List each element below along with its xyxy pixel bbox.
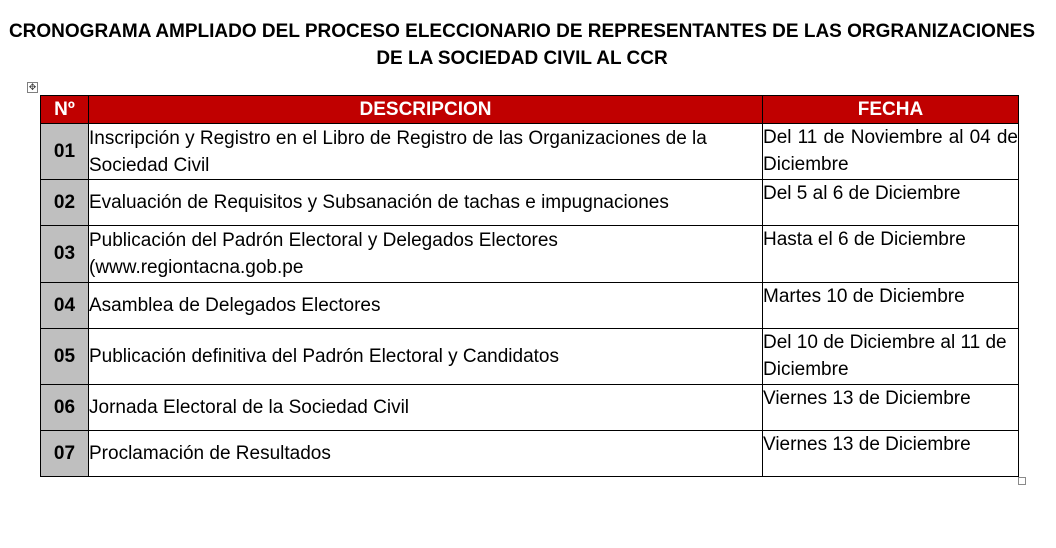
row-date-cell[interactable]: Del 10 de Diciembre al 11 de Diciembre bbox=[763, 329, 1019, 385]
row-description-cell[interactable]: Publicación del Padrón Electoral y Delegados Electores (www.regiontacna.gob.pe bbox=[89, 226, 763, 283]
row-date-cell[interactable]: Viernes 13 de Diciembre bbox=[763, 431, 1019, 477]
row-date-cell[interactable]: Del 11 de Noviembre al 04 de Diciembre bbox=[763, 124, 1019, 180]
row-description-cell[interactable]: Asamblea de Delegados Electores bbox=[89, 283, 763, 329]
table-row bbox=[41, 329, 1019, 385]
table-move-handle-icon[interactable]: ✥ bbox=[28, 82, 37, 92]
row-description-cell[interactable]: Jornada Electoral de la Sociedad Civil bbox=[89, 385, 763, 431]
row-description-cell[interactable]: Proclamación de Resultados bbox=[89, 431, 763, 477]
row-number-cell[interactable]: 05 bbox=[41, 329, 89, 385]
row-number-cell[interactable]: 06 bbox=[41, 385, 89, 431]
title-line-2: DE LA SOCIEDAD CIVIL AL CCR bbox=[376, 48, 668, 69]
table-row bbox=[41, 385, 1019, 431]
row-description-cell[interactable]: Inscripción y Registro en el Libro de Registro de las Organizaciones de la Sociedad Civil bbox=[89, 124, 763, 180]
column-header-number: Nº bbox=[41, 96, 89, 124]
row-number-cell[interactable]: 07 bbox=[41, 431, 89, 477]
row-number-cell[interactable]: 03 bbox=[41, 226, 89, 283]
table-row bbox=[41, 431, 1019, 477]
row-date-cell[interactable]: Del 5 al 6 de Diciembre bbox=[763, 180, 1019, 226]
row-number-cell[interactable]: 01 bbox=[41, 124, 89, 180]
table-row bbox=[41, 226, 1019, 283]
row-date-cell[interactable]: Hasta el 6 de Diciembre bbox=[763, 226, 1019, 283]
row-number-cell[interactable]: 02 bbox=[41, 180, 89, 226]
row-description-cell[interactable]: Evaluación de Requisitos y Subsanación de tachas e impugnaciones bbox=[89, 180, 763, 226]
table-row bbox=[41, 180, 1019, 226]
table-resize-handle[interactable] bbox=[1018, 477, 1026, 485]
column-header-date: FECHA bbox=[763, 96, 1019, 124]
document-title bbox=[0, 18, 1044, 72]
title-line-1: CRONOGRAMA AMPLIADO DEL PROCESO ELECCIONARIO DE REPRESENTANTES DE LAS ORGRANIZACIONES bbox=[8, 21, 1036, 42]
column-header-description: DESCRIPCION bbox=[89, 96, 763, 124]
table-row bbox=[41, 124, 1019, 180]
row-date-cell[interactable]: Viernes 13 de Diciembre bbox=[763, 385, 1019, 431]
schedule-table bbox=[40, 95, 1019, 477]
table-header-row bbox=[41, 96, 1019, 124]
row-number-cell[interactable]: 04 bbox=[41, 283, 89, 329]
row-description-cell[interactable]: Publicación definitiva del Padrón Electoral y Candidatos bbox=[89, 329, 763, 385]
row-date-cell[interactable]: Martes 10 de Diciembre bbox=[763, 283, 1019, 329]
table-row bbox=[41, 283, 1019, 329]
